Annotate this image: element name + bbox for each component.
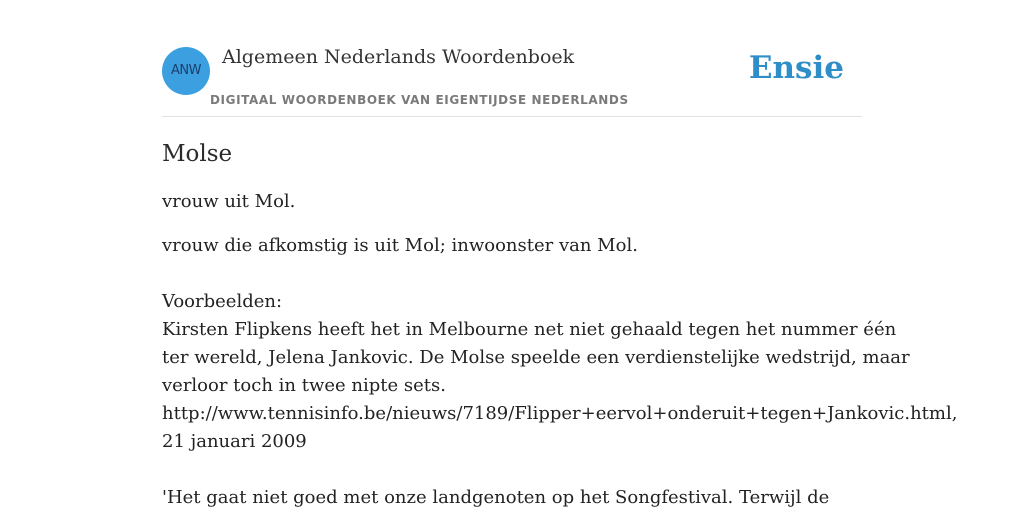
- examples-heading: Voorbeelden:: [162, 291, 283, 312]
- entry-definition: vrouw die afkomstig is uit Mol; inwoonster van Mol.: [162, 235, 638, 256]
- site-subtitle: DIGITAAL WOORDENBOEK VAN EIGENTIJDSE NEDERLANDS: [210, 93, 629, 107]
- anw-logo[interactable]: ANW: [162, 47, 210, 95]
- example-text-line: verloor toch in twee nipte sets.: [162, 375, 446, 396]
- example-source: http://www.tennisinfo.be/nieuws/7189/Flipper+eervol+onderuit+tegen+Jankovic.html,: [162, 403, 958, 424]
- entry-body: [162, 232, 958, 512]
- site-title[interactable]: Algemeen Nederlands Woordenboek: [222, 46, 575, 68]
- ensie-brand-link[interactable]: Ensie: [748, 50, 844, 86]
- spacer: [162, 260, 907, 288]
- entry-short-definition: vrouw uit Mol.: [162, 191, 296, 212]
- entry-content: [162, 138, 958, 512]
- example-date: 21 januari 2009: [162, 431, 307, 452]
- example-text-line: ter wereld, Jelena Jankovic. De Molse speelde een verdienstelijke wedstrijd, maar: [162, 347, 910, 368]
- spacer: [162, 456, 907, 484]
- example-text-line: Kirsten Flipkens heeft het in Melbourne net niet gehaald tegen het nummer één: [162, 319, 897, 340]
- example-text-line: 'Het gaat niet goed met onze landgenoten op het Songfestival. Terwijl de: [162, 487, 830, 508]
- entry-headword: Molse: [162, 141, 233, 167]
- site-header: [162, 46, 862, 117]
